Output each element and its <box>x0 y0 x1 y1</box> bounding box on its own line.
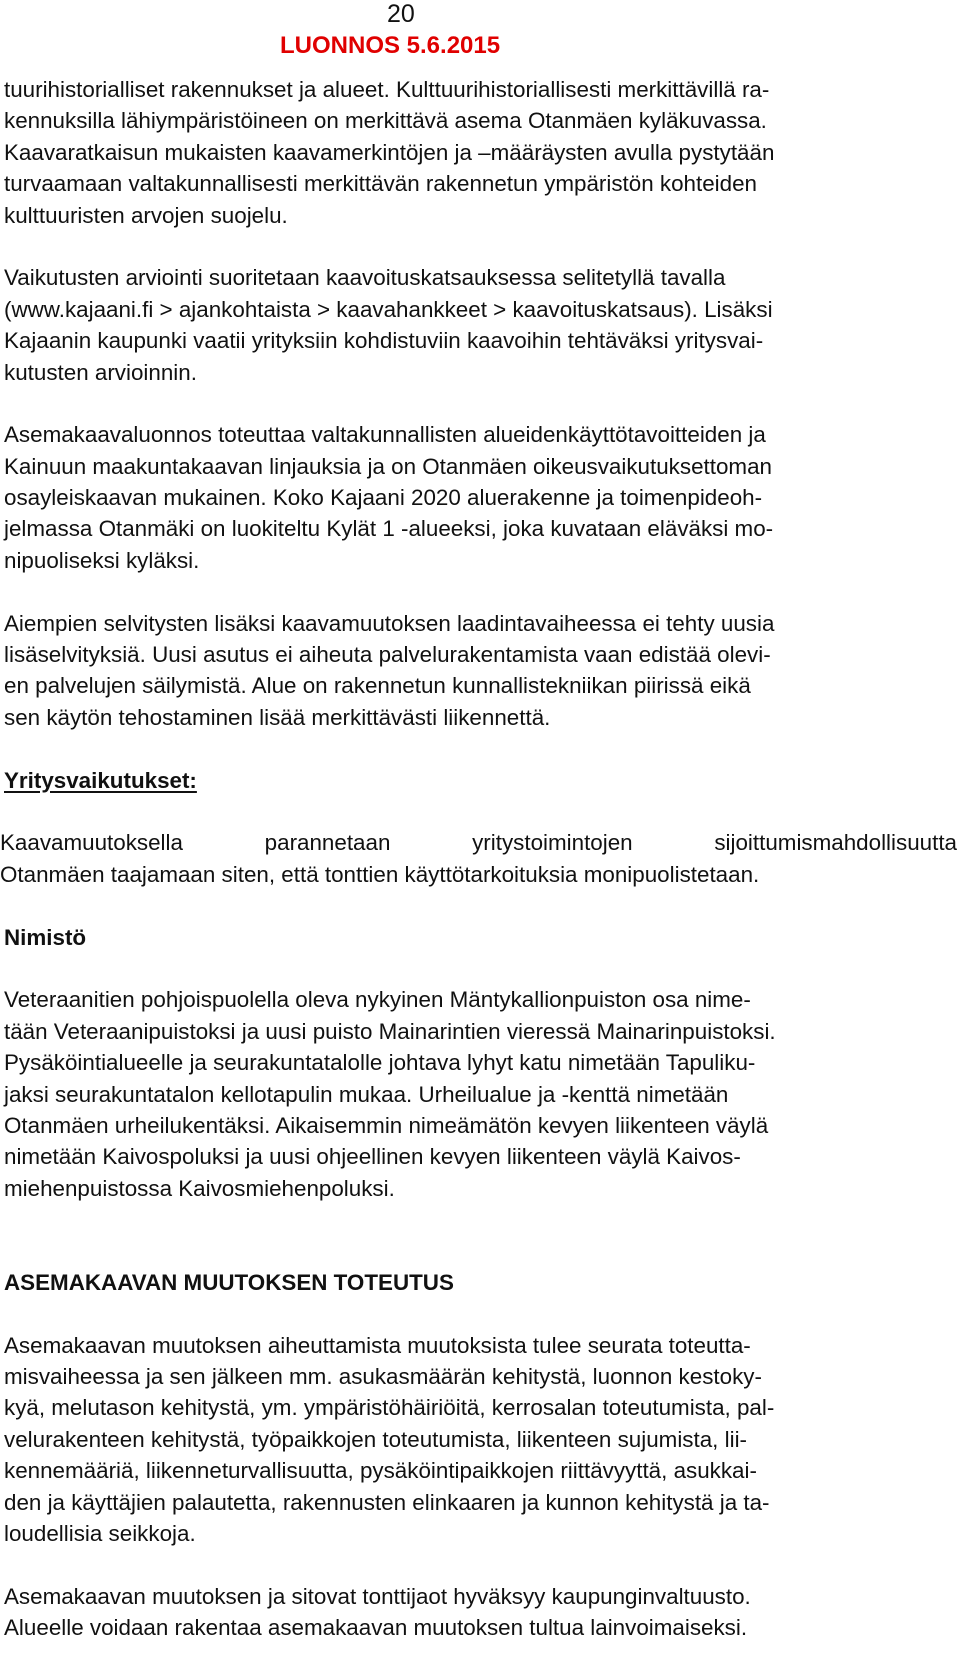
text-line: Kajaanin kaupunki vaatii yrityksiin kohdistuviin kaavoihin tehtäväksi yritysvai- <box>4 328 764 354</box>
text-line: tään Veteraanipuistoksi ja uusi puisto Mainarintien vieressä Mainarinpuistoksi. <box>4 1018 776 1044</box>
text-line: kulttuuristen arvojen suojelu. <box>4 202 288 228</box>
paragraph-regional-plan <box>4 419 957 576</box>
text-line: Asemakaavan muutoksen ja sitovat tonttijaot hyväksyy kaupunginvaltuusto. <box>4 1583 751 1609</box>
text-line: turvaamaan valtakunnallisesti merkittävän rakennetun ympäristön kohteiden <box>4 171 757 197</box>
text-line: kennuksilla lähiympäristöineen on merkittävä asema Otanmäen kyläkuvassa. <box>4 108 767 134</box>
text-line: velurakenteen kehitystä, työpaikkojen toteutumista, liikenteen sujumista, lii- <box>4 1426 748 1452</box>
text-line: Asemakaavan muutoksen aiheuttamista muutoksista tulee seurata toteutta- <box>4 1332 751 1358</box>
text-line: (www.kajaani.fi > ajankohtaista > kaavahankkeet > kaavoituskatsaus). Lisäksi <box>4 296 773 322</box>
text-line: kutusten arvioinnin. <box>4 359 197 385</box>
text-line: jaksi seurakuntatalon kellotapulin mukaa. Urheilualue ja -kenttä nimetään <box>4 1081 729 1107</box>
text-line: kyä, melutason kehitystä, ym. ympäristöhäiriöitä, kerrosalan toteutumista, pal- <box>4 1395 775 1421</box>
paragraph-surveys <box>4 608 957 734</box>
text-line: loudellisia seikkoja. <box>4 1521 196 1547</box>
page-number: 20 <box>387 0 415 28</box>
heading-naming: Nimistö <box>4 924 87 950</box>
text-line: Vaikutusten arviointi suoritetaan kaavoituskatsauksessa selitetyllä tavalla <box>4 265 726 291</box>
text-line: Veteraanitien pohjoispuolella oleva nykyinen Mäntykallionpuiston osa nime- <box>4 987 751 1013</box>
text-line: misvaiheessa ja sen jälkeen mm. asukasmäärän kehitystä, luonnon kestoky- <box>4 1364 762 1390</box>
paragraph-cultural-heritage <box>4 74 957 231</box>
text-line: Alueelle voidaan rakentaa asemakaavan muutoksen tultua lainvoimaiseksi. <box>4 1615 748 1641</box>
text-line: tuurihistorialliset rakennukset ja alueet. Kulttuurihistoriallisesti merkittävillä ra- <box>4 77 770 102</box>
text-line: Otanmäen urheilukentäksi. Aikaisemmin nimeämätön kevyen liikenteen väylä <box>4 1112 769 1138</box>
text-line: osayleiskaavan mukainen. Koko Kajaani 2020 aluerakenne ja toimenpideoh- <box>4 485 763 511</box>
heading-business-impacts: Yritysvaikutukset: <box>4 767 197 793</box>
text-line: en palvelujen säilymistä. Alue on rakennetun kunnallistekniikan piirissä eikä <box>4 673 751 699</box>
document-body <box>0 74 957 1656</box>
paragraph-business-impacts <box>0 827 957 890</box>
text-line: jelmassa Otanmäki on luokiteltu Kylät 1 -alueeksi, joka kuvataan eläväksi mo- <box>4 516 774 542</box>
text-line: Otanmäen taajamaan siten, että tonttien käyttötarkoituksia monipuolistetaan. <box>0 861 760 887</box>
text-line: Asemakaavaluonnos toteuttaa valtakunnallisten alueidenkäyttötavoitteiden ja <box>4 422 766 448</box>
text-line: miehenpuistossa Kaivosmiehenpoluksi. <box>4 1175 395 1201</box>
text-line: kennemääriä, liikenneturvallisuutta, pysäköintipaikkojen riittävyyttä, asukkai- <box>4 1458 757 1484</box>
paragraph-approval <box>4 1581 957 1644</box>
draft-label: LUONNOS 5.6.2015 <box>280 32 501 59</box>
paragraph-monitoring <box>4 1330 957 1550</box>
paragraph-impact-assessment <box>4 262 957 388</box>
spacer <box>4 1235 957 1266</box>
text-line: den ja käyttäjien palautetta, rakennusten elinkaaren ja kunnon kehitystä ja ta- <box>4 1489 770 1515</box>
text-line: Kaavamuutoksella parannetaan yritystoimintojen sijoittumismahdollisuutta <box>0 830 957 856</box>
text-line: sen käytön tehostaminen lisää merkittävästi liikennettä. <box>4 704 551 730</box>
text-line: nimetään Kaivospoluksi ja uusi ohjeellinen kevyen liikenteen väylä Kaivos- <box>4 1144 741 1170</box>
paragraph-naming <box>4 984 957 1204</box>
text-line: Kaavaratkaisun mukaisten kaavamerkintöjen ja –määräysten avulla pystytään <box>4 139 775 165</box>
text-line: lisäselvityksiä. Uusi asutus ei aiheuta palvelurakentamista vaan edistää olevi- <box>4 642 771 668</box>
text-line: nipuoliseksi kyläksi. <box>4 547 200 573</box>
text-line: Kainuun maakuntakaavan linjauksia ja on Otanmäen oikeusvaikutuksettoman <box>4 453 772 479</box>
text-line: Aiempien selvitysten lisäksi kaavamuutoksen laadintavaiheessa ei tehty uusia <box>4 610 775 636</box>
text-line: Pysäköintialueelle ja seurakuntatalolle johtava lyhyt katu nimetään Tapuliku- <box>4 1050 756 1076</box>
heading-implementation: ASEMAKAAVAN MUUTOKSEN TOTEUTUS <box>4 1269 454 1295</box>
